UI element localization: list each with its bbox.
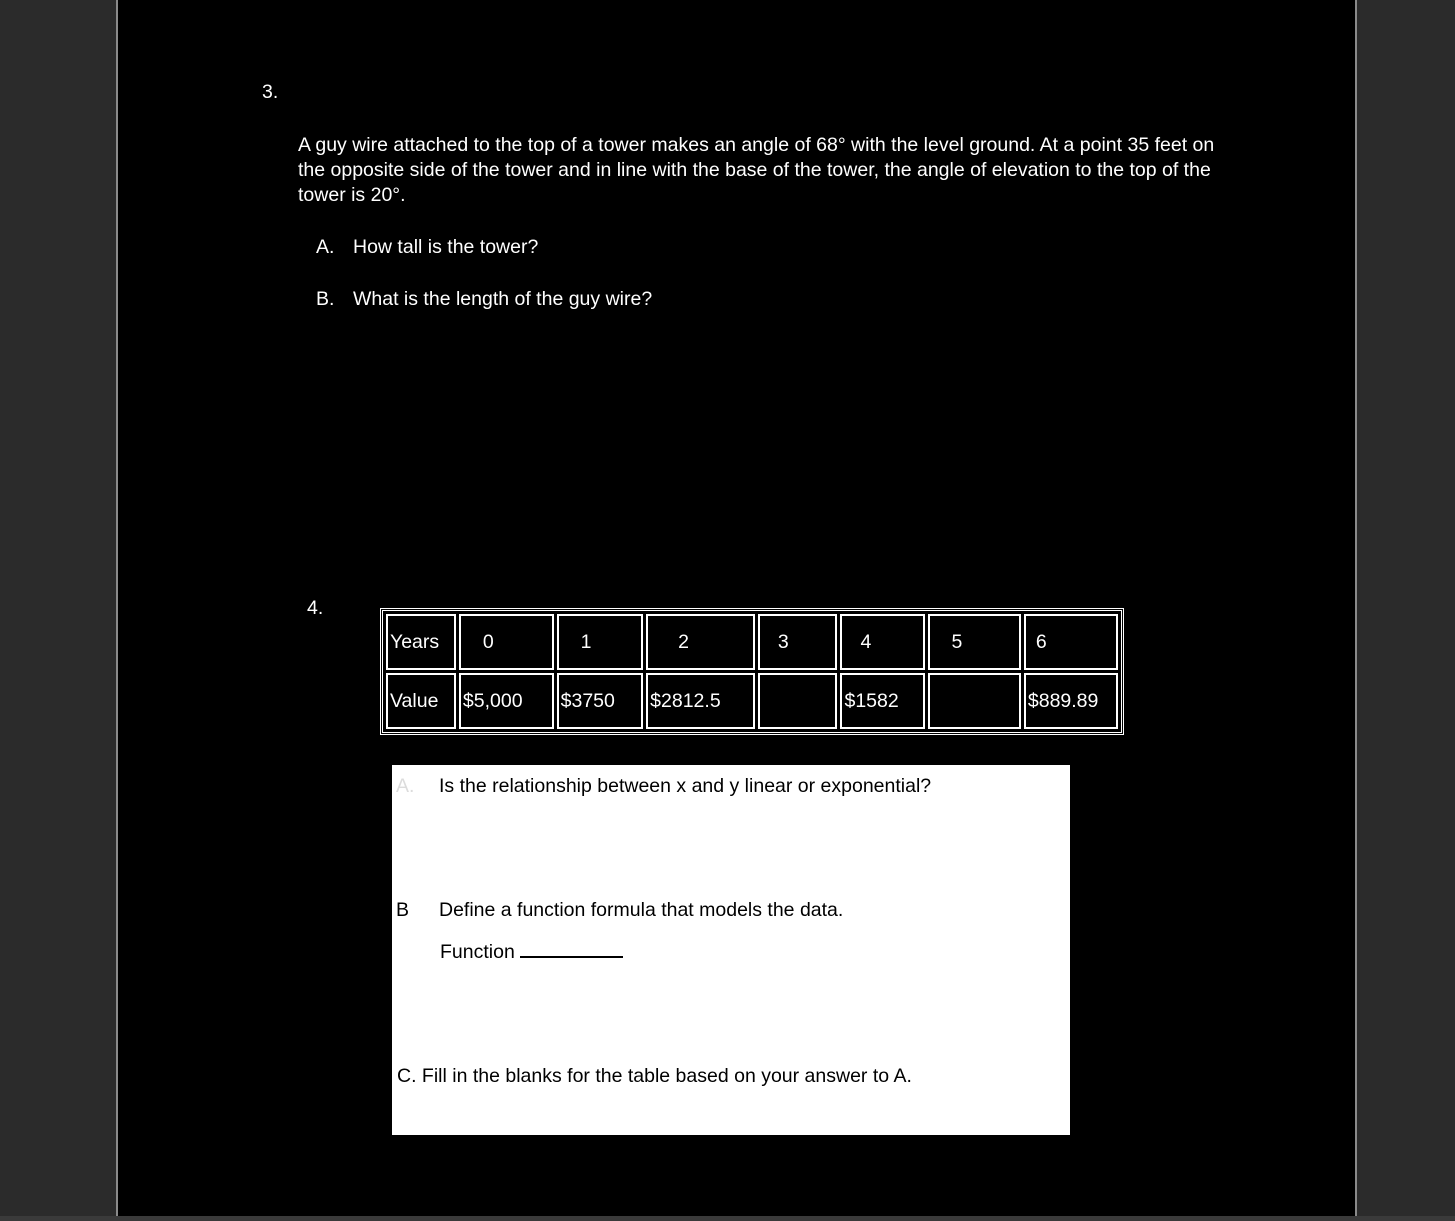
table-row — [386, 673, 1118, 729]
question-4-part-c-text: C. Fill in the blanks for the table based on your answer to A. — [397, 1065, 912, 1087]
table-cell: 5 — [928, 614, 1021, 670]
table-cell: Value — [386, 673, 456, 729]
table-cell: Years — [386, 614, 456, 670]
table-cell: $5,000 — [459, 673, 554, 729]
question-3-part-a-letter: A. — [316, 236, 335, 258]
table-cell-blank — [758, 673, 838, 729]
question-4-part-a-letter: A. — [396, 775, 415, 797]
years-value-table — [380, 608, 1124, 735]
table-cell: 6 — [1024, 614, 1118, 670]
question-3-number: 3. — [262, 81, 279, 103]
question-4-part-a-text: Is the relationship between x and y linear or exponential? — [439, 775, 932, 797]
table-cell-blank — [928, 673, 1021, 729]
function-answer-line[interactable] — [440, 940, 623, 965]
table-cell: 0 — [459, 614, 554, 670]
table-cell: $1582 — [840, 673, 924, 729]
question-4-number: 4. — [307, 597, 324, 619]
question-3-part-b-letter: B. — [316, 288, 335, 310]
document-page — [116, 0, 1357, 1216]
table-cell: 3 — [758, 614, 838, 670]
question-4-part-b-letter: B — [396, 899, 410, 921]
question-4-parts-box — [392, 765, 1070, 1135]
table-cell: 1 — [557, 614, 644, 670]
question-3-part-b-text: What is the length of the guy wire? — [353, 288, 653, 310]
table-cell: $3750 — [557, 673, 644, 729]
question-3-problem: A guy wire attached to the top of a tower makes an angle of 68° with the level ground. At a point 35 feet on the opposite side of the tower and in line with the base of the tower, the angle of elevation to the top of the tower is 20°. — [298, 134, 1215, 206]
function-label: Function — [440, 941, 515, 963]
table-cell: 4 — [840, 614, 924, 670]
table-cell: $889.89 — [1024, 673, 1118, 729]
function-blank[interactable] — [520, 940, 623, 958]
question-3-part-a-text: How tall is the tower? — [353, 236, 539, 258]
bottom-edge — [0, 1216, 1455, 1221]
table-cell: $2812.5 — [646, 673, 755, 729]
table-cell: 2 — [646, 614, 755, 670]
question-4-part-b-text: Define a function formula that models the data. — [439, 899, 844, 921]
table-row — [386, 614, 1118, 670]
